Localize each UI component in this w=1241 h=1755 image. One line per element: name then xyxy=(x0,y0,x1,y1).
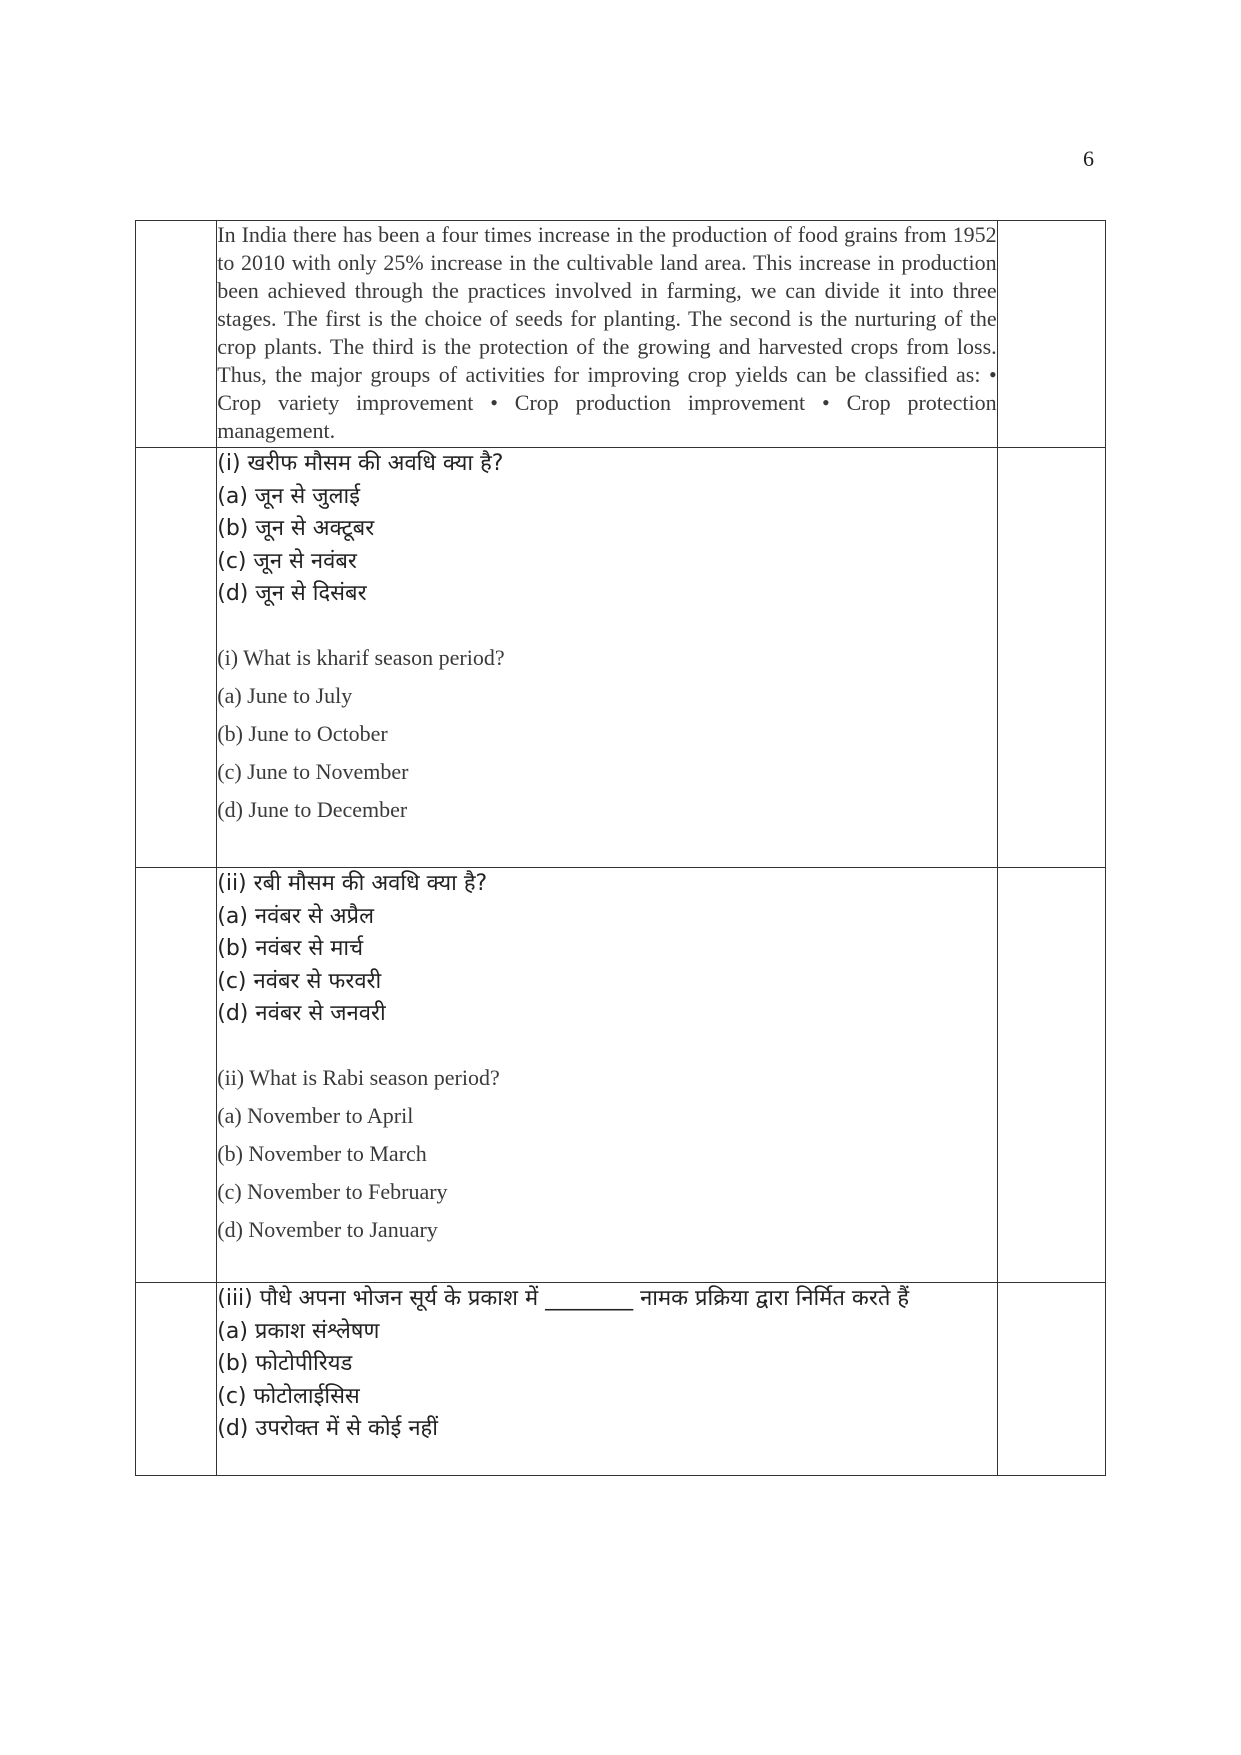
question-number-cell xyxy=(136,1283,217,1476)
marks-cell xyxy=(997,868,1105,1283)
hindi-option: (a) जून से जुलाई xyxy=(217,483,361,509)
english-question-block xyxy=(217,1059,996,1249)
english-question-text: (ii) What is Rabi season period? xyxy=(217,1064,500,1090)
marks-cell xyxy=(997,448,1105,868)
question-cell xyxy=(217,868,997,1283)
table-row-question-3 xyxy=(136,1283,1106,1476)
table-row-question-2 xyxy=(136,868,1106,1283)
hindi-option: (d) नवंबर से जनवरी xyxy=(217,1001,386,1026)
hindi-question-text: (ii) रबी मौसम की अवधि क्या है? xyxy=(217,871,488,896)
hindi-option: (a) प्रकाश संश्लेषण xyxy=(217,1318,380,1344)
english-option: (d) June to December xyxy=(217,796,408,822)
passage-text: In India there has been a four times increase in the production of food grains from 1952 to 2010 with only 25% increase in the cultivable land area. This increase in production been achieved through the practices involved in farming, we can divide it into three stages. The first is the choice of seeds for planting. The second is the nurturing of the crop plants. The third is the protection of the growing and harvested crops from loss. Thus, the major groups of activities for improving crop yields can be classified as: • Crop variety improvement • Crop production improvement • Crop protection management. xyxy=(217,222,997,443)
question-number-cell xyxy=(136,448,217,868)
hindi-option: (b) फोटोपीरियड xyxy=(217,1351,353,1376)
marks-cell xyxy=(997,221,1105,448)
hindi-option: (a) नवंबर से अप्रैल xyxy=(217,903,374,929)
english-option: (a) June to July xyxy=(217,682,353,708)
hindi-option: (c) नवंबर से फरवरी xyxy=(217,968,382,994)
hindi-question-block xyxy=(217,868,996,1031)
hindi-option: (c) फोटोलाईसिस xyxy=(217,1383,360,1409)
table-row-question-1 xyxy=(136,448,1106,868)
hindi-option: (b) नवंबर से मार्च xyxy=(217,936,364,961)
english-question-text: (i) What is kharif season period? xyxy=(217,644,505,670)
question-table xyxy=(135,220,1106,1476)
hindi-option: (b) जून से अक्टूबर xyxy=(217,516,375,541)
english-option: (b) June to October xyxy=(217,720,388,746)
hindi-question-block xyxy=(217,448,996,611)
table-row-passage xyxy=(136,221,1106,448)
hindi-option: (d) उपरोक्त में से कोई नहीं xyxy=(217,1416,438,1441)
english-option: (c) June to November xyxy=(217,758,409,784)
english-option: (c) November to February xyxy=(217,1178,448,1204)
question-cell xyxy=(217,448,997,868)
question-cell xyxy=(217,1283,997,1476)
hindi-option: (c) जून से नवंबर xyxy=(217,548,357,574)
passage-cell xyxy=(217,221,997,448)
hindi-question-block xyxy=(217,1283,996,1446)
hindi-option: (d) जून से दिसंबर xyxy=(217,581,367,606)
english-question-block xyxy=(217,639,996,829)
hindi-question-text: (iii) पौधे अपना भोजन सूर्य के प्रकाश में ________ नामक प्रक्रिया द्वारा निर्मित करते हैं xyxy=(217,1286,910,1311)
hindi-question-text: (i) खरीफ मौसम की अवधि क्या है? xyxy=(217,451,504,476)
marks-cell xyxy=(997,1283,1105,1476)
page-number: 6 xyxy=(1083,146,1094,171)
question-number-cell xyxy=(136,868,217,1283)
question-number-cell xyxy=(136,221,217,448)
english-option: (d) November to January xyxy=(217,1216,438,1242)
english-option: (b) November to March xyxy=(217,1140,427,1166)
english-option: (a) November to April xyxy=(217,1102,414,1128)
